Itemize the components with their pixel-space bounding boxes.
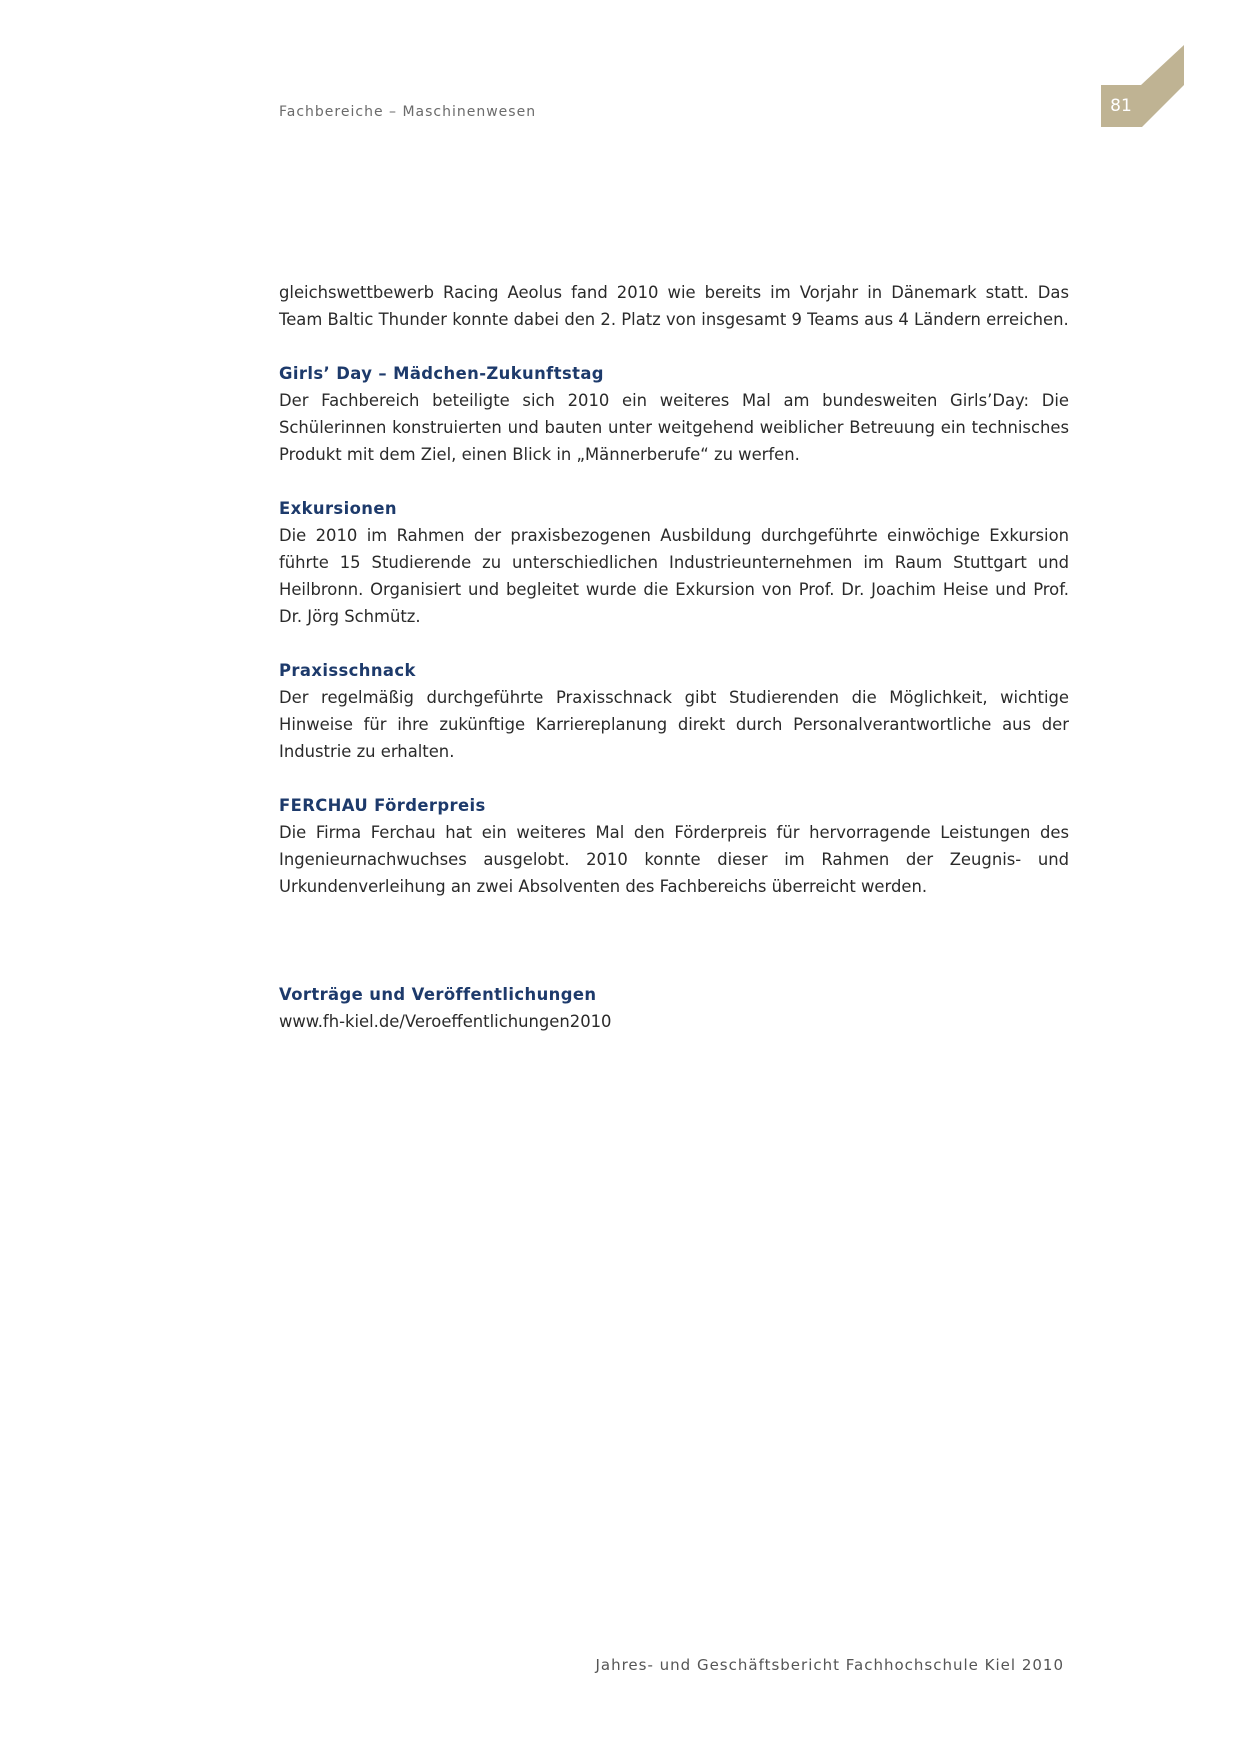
main-content xyxy=(279,279,1069,1035)
page-footer: Jahres- und Geschäftsbericht Fachhochschule Kiel 2010 xyxy=(595,1656,1064,1674)
running-head: Fachbereiche – Maschinenwesen xyxy=(279,104,537,120)
section-heading-girls-day: Girls’ Day – Mädchen-Zukunftstag xyxy=(279,364,604,383)
section-text-exkursionen: Die 2010 im Rahmen der praxisbezogenen Ausbildung durchgeführte einwöchige Exkursion führte 15 Studierende zu unterschiedlichen Industrieunternehmen im Raum Stuttgart und Heilbronn. Organisiert und begleitet wurde die Exkursion von Prof. Dr. Joachim Heise und Prof. Dr. Jörg Schmütz. xyxy=(279,526,1069,626)
section-heading-ferchau: FERCHAU Förderpreis xyxy=(279,796,486,815)
section-text-ferchau: Die Firma Ferchau hat ein weiteres Mal den Förderpreis für hervorragende Leistungen des Ingenieurnachwuchses ausgelobt. 2010 konnte dieser im Rahmen der Zeugnis- und Urkundenverleihung an zwei Absolventen des Fachbereichs überreicht werden. xyxy=(279,823,1069,896)
intro-paragraph: gleichswettbewerb Racing Aeolus fand 2010 wie bereits im Vorjahr in Dänemark statt. Das Team Baltic Thunder konnte dabei den 2. Platz von insgesamt 9 Teams aus 4 Ländern erreichen. xyxy=(279,283,1069,329)
section-text-girls-day: Der Fachbereich beteiligte sich 2010 ein weiteres Mal am bundesweiten Girls’Day: Die Schülerinnen konstruierten und bauten unter weitgehend weiblicher Betreuung ein technisches Produkt mit dem Ziel, einen Blick in „Männerberufe“ zu werfen. xyxy=(279,391,1069,464)
publications-heading: Vorträge und Veröffentlichungen xyxy=(279,985,597,1004)
section-heading-praxisschnack: Praxisschnack xyxy=(279,661,416,680)
publications-link[interactable]: www.fh-kiel.de/Veroeffentlichungen2010 xyxy=(279,1012,612,1031)
section-text-praxisschnack: Der regelmäßig durchgeführte Praxisschnack gibt Studierenden die Möglichkeit, wichtige Hinweise für ihre zukünftige Karriereplanung direkt durch Personalverantwortliche aus der Industrie zu erhalten. xyxy=(279,688,1069,761)
section-heading-exkursionen: Exkursionen xyxy=(279,499,397,518)
page-number: 81 xyxy=(1110,96,1132,116)
